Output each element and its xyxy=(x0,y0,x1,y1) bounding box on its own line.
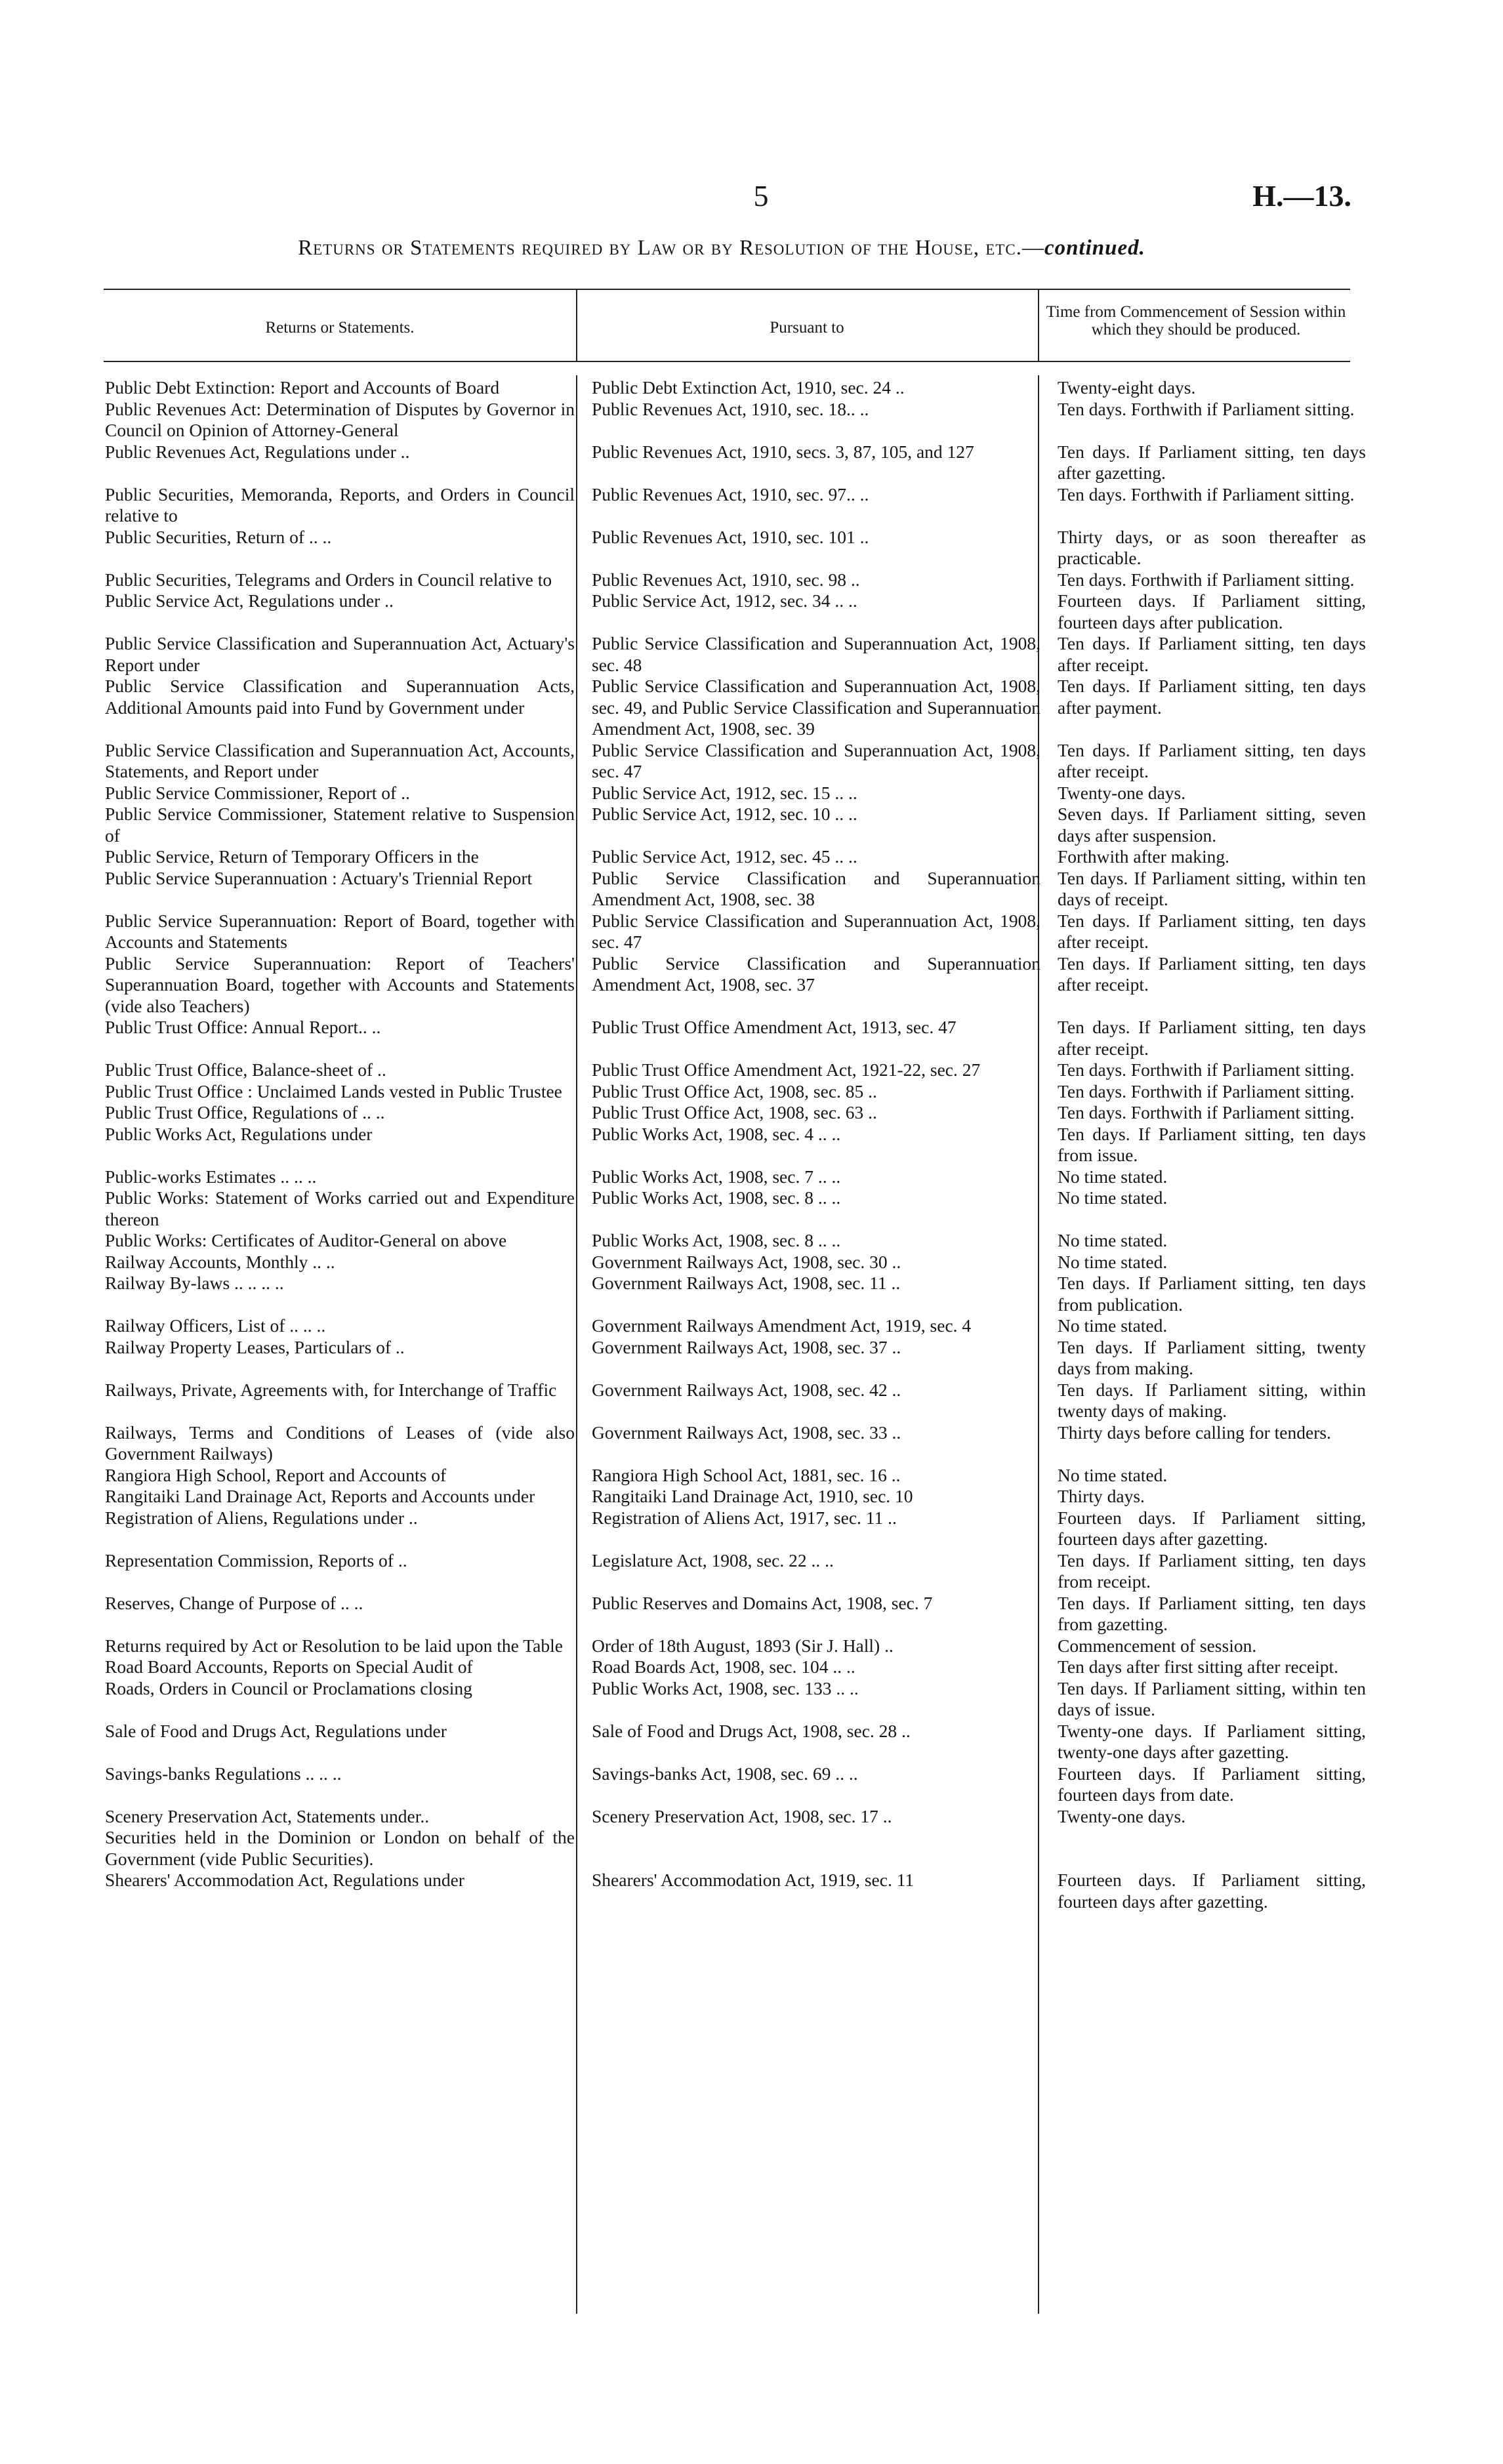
table-row xyxy=(105,1187,1366,1230)
table-row xyxy=(105,484,1366,527)
table-row xyxy=(105,1465,1366,1487)
return-name-cell: Public Works: Statement of Works carried out and Expenditure thereon xyxy=(105,1187,575,1229)
time-cell: Ten days. If Parliament sitting, within ten days of receipt. xyxy=(1058,867,1366,909)
time-cell: Ten days. If Parliament sitting, within ten days of issue. xyxy=(1058,1677,1366,1719)
time-cell: No time stated. xyxy=(1058,1251,1168,1272)
return-name-cell: Public Service Superannuation: Report of Teachers' Superannuation Board, together with Accounts and Statements (vide also Teachers) xyxy=(105,953,575,1016)
time-cell: Ten days. If Parliament sitting, ten days from receipt. xyxy=(1058,1550,1366,1591)
return-name-cell: Public Trust Office, Balance-sheet of .. xyxy=(105,1059,386,1080)
pursuant-to-cell: Savings-banks Act, 1908, sec. 69 .. .. xyxy=(592,1763,858,1784)
return-name-cell: Public Service Act, Regulations under .. xyxy=(105,590,394,611)
time-cell: Ten days. If Parliament sitting, ten days after receipt. xyxy=(1058,633,1366,675)
pursuant-to-cell: Public Service Classification and Superannuation Act, 1908, sec. 48 xyxy=(592,633,1040,675)
return-name-cell: Reserves, Change of Purpose of .. .. xyxy=(105,1592,363,1613)
pursuant-to-cell: Public Trust Office Amendment Act, 1921-22, sec. 27 xyxy=(592,1059,981,1080)
table-row xyxy=(105,441,1366,484)
table-row xyxy=(105,1230,1366,1252)
column-divider-2 xyxy=(1038,289,1039,361)
time-cell: Ten days. If Parliament sitting, ten days after receipt. xyxy=(1058,953,1366,995)
returns-table-body xyxy=(105,377,1366,1912)
pursuant-to-cell: Public Revenues Act, 1910, secs. 3, 87, 105, and 127 xyxy=(592,441,974,462)
table-row xyxy=(105,1721,1366,1763)
return-name-cell: Public Trust Office : Unclaimed Lands vested in Public Trustee xyxy=(105,1080,562,1101)
table-row xyxy=(105,953,1366,1017)
pursuant-to-cell: Legislature Act, 1908, sec. 22 .. .. xyxy=(592,1550,834,1571)
pursuant-to-cell: Public Service Classification and Superannuation Act, 1908, sec. 47 xyxy=(592,739,1040,781)
table-row xyxy=(105,1315,1366,1337)
time-cell: Thirty days before calling for tenders. xyxy=(1058,1422,1331,1443)
table-row xyxy=(105,1081,1366,1103)
pursuant-to-cell: Government Railways Act, 1908, sec. 42 .. xyxy=(592,1379,901,1400)
time-cell: Twenty-one days. If Parliament sitting, twenty-one days after gazetting. xyxy=(1058,1720,1366,1762)
table-row xyxy=(105,804,1366,846)
return-name-cell: Scenery Preservation Act, Statements under.. xyxy=(105,1805,430,1826)
header-bottom-rule xyxy=(104,361,1350,362)
return-name-cell: Public Service Classification and Superannuation Acts, Additional Amounts paid into Fund by Government under xyxy=(105,676,575,718)
time-cell xyxy=(1046,1827,1366,1870)
pursuant-to-cell: Rangiora High School Act, 1881, sec. 16 .. xyxy=(592,1464,901,1485)
return-name-cell: Public Trust Office: Annual Report.. .. xyxy=(105,1017,381,1037)
time-cell: No time stated. xyxy=(1058,1230,1168,1250)
pursuant-to-cell: Public Service Act, 1912, sec. 15 .. .. xyxy=(592,782,857,803)
time-cell: Seven days. If Parliament sitting, seven days after suspension. xyxy=(1058,804,1366,846)
return-name-cell: Railways, Private, Agreements with, for Interchange of Traffic xyxy=(105,1379,557,1400)
return-name-cell: Representation Commission, Reports of .. xyxy=(105,1550,407,1571)
pursuant-to-cell: Public Trust Office Act, 1908, sec. 63 .. xyxy=(592,1102,877,1122)
pursuant-to-cell: Public Revenues Act, 1910, sec. 18.. .. xyxy=(592,398,869,419)
table-row xyxy=(105,633,1366,676)
return-name-cell: Public-works Estimates .. .. .. xyxy=(105,1166,317,1187)
time-cell: Twenty-one days. xyxy=(1058,1805,1186,1826)
table-row xyxy=(105,1252,1366,1273)
document-code: H.—13. xyxy=(1252,179,1351,213)
table-row xyxy=(105,1422,1366,1465)
pursuant-to-cell: Government Railways Act, 1908, sec. 30 .. xyxy=(592,1251,901,1272)
pursuant-to-cell: Road Boards Act, 1908, sec. 104 .. .. xyxy=(592,1656,855,1677)
pursuant-to-cell: Public Service Classification and Superannuation Act, 1908, sec. 47 xyxy=(592,910,1040,952)
table-row xyxy=(105,590,1366,633)
return-name-cell: Public Service Superannuation : Actuary's Triennial Report xyxy=(105,867,533,888)
pursuant-to-cell: Public Service Classification and Superannuation Amendment Act, 1908, sec. 38 xyxy=(592,867,1040,909)
return-name-cell: Public Works Act, Regulations under xyxy=(105,1123,373,1144)
table-row xyxy=(105,1508,1366,1550)
pursuant-to-cell: Public Works Act, 1908, sec. 4 .. .. xyxy=(592,1123,841,1144)
pursuant-to-cell: Government Railways Act, 1908, sec. 33 .. xyxy=(592,1422,901,1443)
time-cell: Ten days. If Parliament sitting, ten days after receipt. xyxy=(1058,739,1366,781)
return-name-cell: Railway Accounts, Monthly .. .. xyxy=(105,1251,335,1272)
return-name-cell: Public Service Classification and Superannuation Act, Actuary's Report under xyxy=(105,633,575,675)
table-row xyxy=(105,1806,1366,1828)
table-top-rule xyxy=(104,289,1350,290)
time-cell: Thirty days, or as soon thereafter as practicable. xyxy=(1058,526,1366,568)
time-cell: Fourteen days. If Parliament sitting, fourteen days after publication. xyxy=(1058,590,1366,632)
time-cell: Ten days. If Parliament sitting, ten days after receipt. xyxy=(1058,1017,1366,1059)
pursuant-to-cell: Public Service Act, 1912, sec. 34 .. .. xyxy=(592,590,857,611)
pursuant-to-cell: Order of 18th August, 1893 (Sir J. Hall) .. xyxy=(592,1635,894,1656)
table-row xyxy=(105,740,1366,783)
return-name-cell: Public Service Commissioner, Statement relative to Suspension of xyxy=(105,804,575,846)
time-cell: Ten days. If Parliament sitting, ten days from issue. xyxy=(1058,1123,1366,1165)
pursuant-to-cell: Sale of Food and Drugs Act, 1908, sec. 28 .. xyxy=(592,1720,911,1741)
returns-table xyxy=(105,377,1366,1912)
return-name-cell: Public Securities, Return of .. .. xyxy=(105,526,332,547)
table-row xyxy=(105,1337,1366,1380)
pursuant-to-cell: Government Railways Act, 1908, sec. 11 .. xyxy=(592,1273,901,1293)
time-cell: Ten days. If Parliament sitting, ten days after payment. xyxy=(1058,676,1366,718)
time-cell: Ten days. If Parliament sitting, twenty days from making. xyxy=(1058,1336,1366,1378)
pursuant-to-cell: Rangitaiki Land Drainage Act, 1910, sec. 10 xyxy=(592,1486,913,1506)
time-cell: No time stated. xyxy=(1058,1315,1168,1336)
pursuant-to-cell: Registration of Aliens Act, 1917, sec. 11 .. xyxy=(592,1507,897,1528)
table-row xyxy=(105,569,1366,591)
table-row xyxy=(105,1593,1366,1635)
return-name-cell: Public Works: Certificates of Auditor-General on above xyxy=(105,1230,507,1250)
table-row xyxy=(105,527,1366,569)
table-row xyxy=(105,1870,1366,1912)
time-cell: Ten days. Forthwith if Parliament sitting. xyxy=(1058,1102,1355,1122)
time-cell: Twenty-one days. xyxy=(1058,782,1186,803)
table-row xyxy=(105,846,1366,868)
time-cell: Ten days after first sitting after receipt. xyxy=(1058,1656,1338,1677)
pursuant-to-cell: Public Service Classification and Superannuation Act, 1908, sec. 49, and Public Service Classification and Superannuation Amendment Act, 1908, sec. 39 xyxy=(592,676,1040,739)
table-row xyxy=(105,1380,1366,1422)
table-row xyxy=(105,399,1366,441)
return-name-cell: Rangitaiki Land Drainage Act, Reports and Accounts under xyxy=(105,1486,535,1506)
table-row xyxy=(105,1017,1366,1059)
return-name-cell: Public Service, Return of Temporary Officers in the xyxy=(105,846,479,867)
page-number: 5 xyxy=(753,179,769,213)
table-row xyxy=(105,1166,1366,1188)
pursuant-to-cell: Public Reserves and Domains Act, 1908, sec. 7 xyxy=(592,1592,933,1613)
return-name-cell: Public Revenues Act: Determination of Disputes by Governor in Council on Opinion of Attorney-General xyxy=(105,398,575,440)
table-row xyxy=(105,676,1366,740)
time-cell: Forthwith after making. xyxy=(1058,846,1229,867)
return-name-cell: Public Revenues Act, Regulations under .. xyxy=(105,441,410,462)
time-cell: Ten days. Forthwith if Parliament sitting. xyxy=(1058,483,1355,504)
page-title-main: Returns or Statements required by Law or by Resolution of the House, etc.— xyxy=(298,236,1044,260)
time-cell: Ten days. If Parliament sitting, within twenty days of making. xyxy=(1058,1379,1366,1421)
time-cell: Ten days. If Parliament sitting, ten days from gazetting. xyxy=(1058,1592,1366,1634)
return-name-cell: Roads, Orders in Council or Proclamations closing xyxy=(105,1677,472,1698)
time-cell: Ten days. If Parliament sitting, ten days after receipt. xyxy=(1058,910,1366,952)
time-cell: Ten days. If Parliament sitting, ten days after gazetting. xyxy=(1058,441,1366,483)
pursuant-to-cell: Public Service Classification and Superannuation Amendment Act, 1908, sec. 37 xyxy=(592,953,1040,995)
time-cell: Commencement of session. xyxy=(1058,1635,1257,1656)
table-row xyxy=(105,1124,1366,1166)
return-name-cell: Public Service Classification and Superannuation Act, Accounts, Statements, and Report under xyxy=(105,739,575,781)
return-name-cell: Securities held in the Dominion or London on behalf of the Government (vide Public Securities). xyxy=(105,1827,575,1869)
return-name-cell: Public Securities, Telegrams and Orders in Council relative to xyxy=(105,569,552,590)
return-name-cell: Savings-banks Regulations .. .. .. xyxy=(105,1763,342,1784)
table-row xyxy=(105,783,1366,804)
table-row xyxy=(105,1656,1366,1678)
table-row xyxy=(105,911,1366,953)
return-name-cell: Public Service Superannuation: Report of Board, together with Accounts and Statements xyxy=(105,910,575,952)
page-title xyxy=(98,236,1345,260)
return-name-cell: Public Securities, Memoranda, Reports, and Orders in Council relative to xyxy=(105,483,575,525)
return-name-cell: Railway Officers, List of .. .. .. xyxy=(105,1315,326,1336)
time-cell: Fourteen days. If Parliament sitting, fourteen days after gazetting. xyxy=(1058,1507,1366,1549)
table-row xyxy=(105,1486,1366,1508)
time-cell: No time stated. xyxy=(1058,1187,1168,1208)
table-row xyxy=(105,1102,1366,1124)
column-header-time: Time from Commencement of Session within which they should be produced. xyxy=(1046,303,1346,339)
pursuant-to-cell: Government Railways Amendment Act, 1919, sec. 4 xyxy=(592,1315,972,1336)
pursuant-to-cell: Public Trust Office Amendment Act, 1913, sec. 47 xyxy=(592,1017,957,1037)
time-cell: Thirty days. xyxy=(1058,1486,1145,1506)
pursuant-to-cell: Public Works Act, 1908, sec. 8 .. .. xyxy=(592,1187,841,1208)
time-cell: Ten days. Forthwith if Parliament sitting. xyxy=(1058,1059,1355,1080)
pursuant-to-cell: Government Railways Act, 1908, sec. 37 .. xyxy=(592,1336,901,1357)
page-title-continued: continued. xyxy=(1044,236,1145,260)
table-row xyxy=(105,1827,1366,1870)
pursuant-to-cell: Public Revenues Act, 1910, sec. 101 .. xyxy=(592,526,869,547)
return-name-cell: Road Board Accounts, Reports on Special Audit of xyxy=(105,1656,473,1677)
return-name-cell: Railways, Terms and Conditions of Leases of (vide also Government Railways) xyxy=(105,1422,575,1464)
time-cell: Ten days. If Parliament sitting, ten days from publication. xyxy=(1058,1273,1366,1315)
table-row xyxy=(105,1059,1366,1081)
time-cell: No time stated. xyxy=(1058,1464,1168,1485)
pursuant-to-cell xyxy=(579,1827,1046,1870)
column-header-pursuant: Pursuant to xyxy=(770,319,844,337)
time-cell: Twenty-eight days. xyxy=(1058,377,1196,398)
table-row xyxy=(105,1550,1366,1593)
pursuant-to-cell: Public Works Act, 1908, sec. 133 .. .. xyxy=(592,1677,859,1698)
return-name-cell: Public Service Commissioner, Report of .. xyxy=(105,782,410,803)
time-cell: No time stated. xyxy=(1058,1166,1168,1187)
pursuant-to-cell: Public Service Act, 1912, sec. 10 .. .. xyxy=(592,804,857,824)
time-cell: Fourteen days. If Parliament sitting, fourteen days after gazetting. xyxy=(1058,1870,1366,1912)
return-name-cell: Railway Property Leases, Particulars of .. xyxy=(105,1336,405,1357)
pursuant-to-cell: Public Service Act, 1912, sec. 45 .. .. xyxy=(592,846,857,867)
table-row xyxy=(105,1763,1366,1806)
table-row xyxy=(105,868,1366,911)
return-name-cell: Public Trust Office, Regulations of .. .. xyxy=(105,1102,385,1122)
column-header-returns: Returns or Statements. xyxy=(265,319,415,337)
pursuant-to-cell: Public Debt Extinction Act, 1910, sec. 24 .. xyxy=(592,377,905,398)
pursuant-to-cell: Public Revenues Act, 1910, sec. 97.. .. xyxy=(592,483,869,504)
table-row xyxy=(105,1678,1366,1721)
time-cell: Ten days. Forthwith if Parliament sitting. xyxy=(1058,569,1355,590)
return-name-cell: Returns required by Act or Resolution to be laid upon the Table xyxy=(105,1635,563,1656)
pursuant-to-cell: Scenery Preservation Act, 1908, sec. 17 .. xyxy=(592,1805,892,1826)
pursuant-to-cell: Public Works Act, 1908, sec. 8 .. .. xyxy=(592,1230,841,1250)
time-cell: Fourteen days. If Parliament sitting, fourteen days from date. xyxy=(1058,1763,1366,1805)
table-row xyxy=(105,1273,1366,1315)
return-name-cell: Registration of Aliens, Regulations under .. xyxy=(105,1507,418,1528)
pursuant-to-cell: Shearers' Accommodation Act, 1919, sec. 11 xyxy=(592,1870,915,1890)
return-name-cell: Sale of Food and Drugs Act, Regulations under xyxy=(105,1720,447,1741)
time-cell: Ten days. Forthwith if Parliament sitting. xyxy=(1058,398,1355,419)
table-row xyxy=(105,1635,1366,1657)
return-name-cell: Shearers' Accommodation Act, Regulations under xyxy=(105,1870,464,1890)
table-row xyxy=(105,377,1366,399)
time-cell: Ten days. Forthwith if Parliament sitting. xyxy=(1058,1080,1355,1101)
return-name-cell: Rangiora High School, Report and Accounts of xyxy=(105,1464,447,1485)
return-name-cell: Public Debt Extinction: Report and Accounts of Board xyxy=(105,377,500,398)
pursuant-to-cell: Public Works Act, 1908, sec. 7 .. .. xyxy=(592,1166,841,1187)
return-name-cell: Railway By-laws .. .. .. .. xyxy=(105,1273,284,1293)
pursuant-to-cell: Public Trust Office Act, 1908, sec. 85 .. xyxy=(592,1080,877,1101)
pursuant-to-cell: Public Revenues Act, 1910, sec. 98 .. xyxy=(592,569,860,590)
